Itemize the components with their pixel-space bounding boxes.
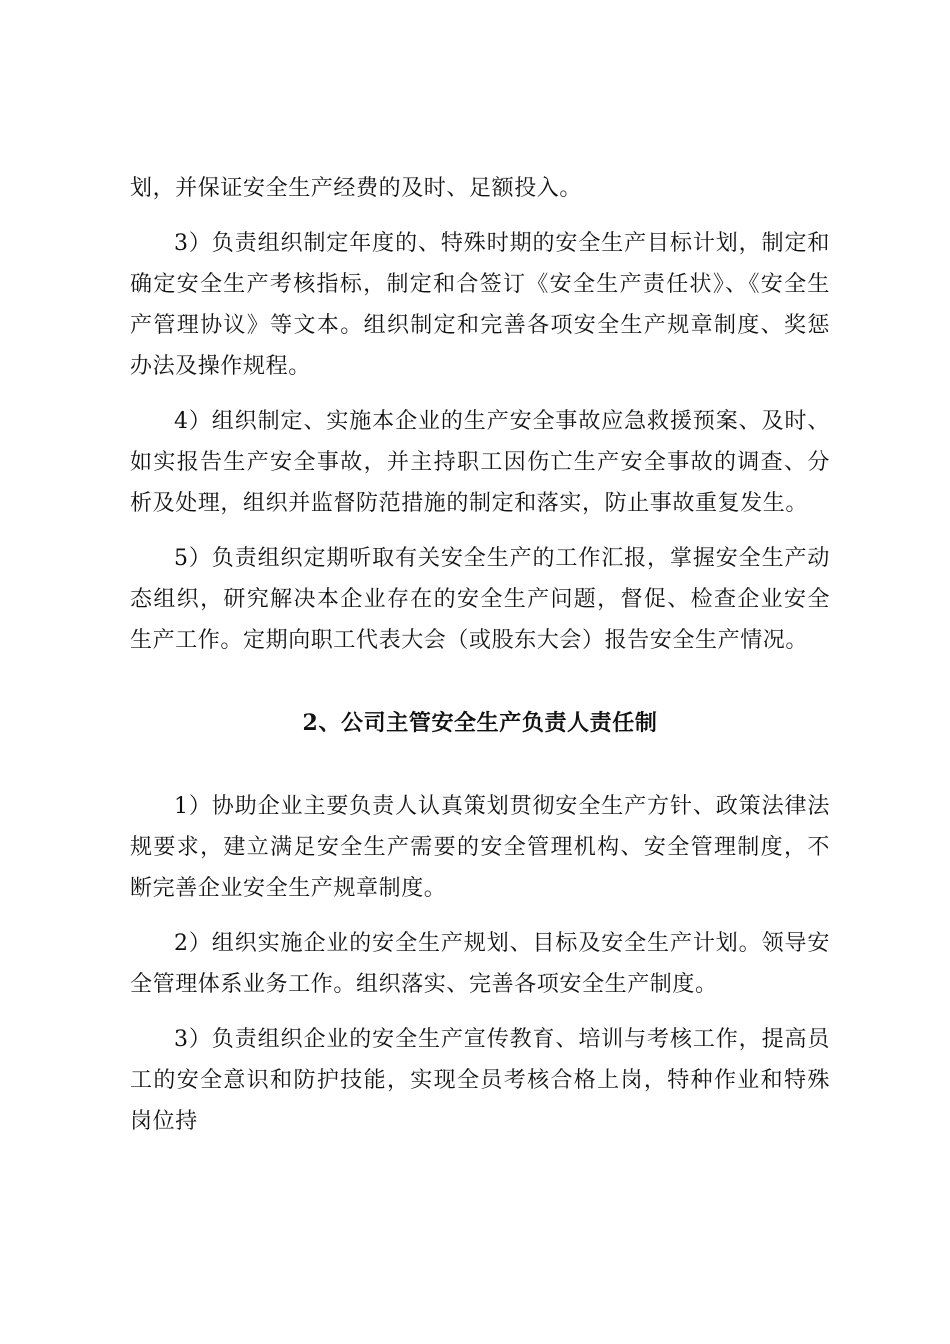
- section-heading: 2、公司主管安全生产负责人责任制: [302, 710, 658, 736]
- document-body: [130, 168, 830, 1142]
- continuation-paragraph: 划，并保证安全生产经费的及时、足额投入。: [130, 176, 583, 201]
- item-4-paragraph: 4）组织制定、实施本企业的生产安全事故应急救援预案、及时、如实报告生产安全事故，并主持职工因伤亡生产安全事故的调查、分析及处理，组织并监督防范措施的制定和落实，防止事故重复发生。: [130, 409, 830, 516]
- section2-item-2-paragraph: 2）组织实施企业的安全生产规划、目标及安全生产计划。领导安全管理体系业务工作。组织落实、完善各项安全生产制度。: [130, 931, 830, 997]
- section2-item-3-paragraph: 3）负责组织企业的安全生产宣传教育、培训与考核工作，提高员工的安全意识和防护技能，实现全员考核合格上岗，特种作业和特殊岗位持: [130, 1027, 830, 1134]
- item-3-paragraph: 3）负责组织制定年度的、特殊时期的安全生产目标计划，制定和确定安全生产考核指标，制定和合签订《安全生产责任状》、《安全生产管理协议》等文本。组织制定和完善各项安全生产规章制度、奖惩办法及操作规程。: [130, 231, 830, 379]
- section2-item-1-paragraph: 1）协助企业主要负责人认真策划贯彻安全生产方针、政策法律法规要求，建立满足安全生产需要的安全管理机构、安全管理制度，不断完善企业安全生产规章制度。: [130, 794, 830, 901]
- item-5-paragraph: 5）负责组织定期听取有关安全生产的工作汇报，掌握安全生产动态组织，研究解决本企业存在的安全生产问题，督促、检查企业安全生产工作。定期向职工代表大会（或股东大会）报告安全生产情况。: [130, 546, 830, 653]
